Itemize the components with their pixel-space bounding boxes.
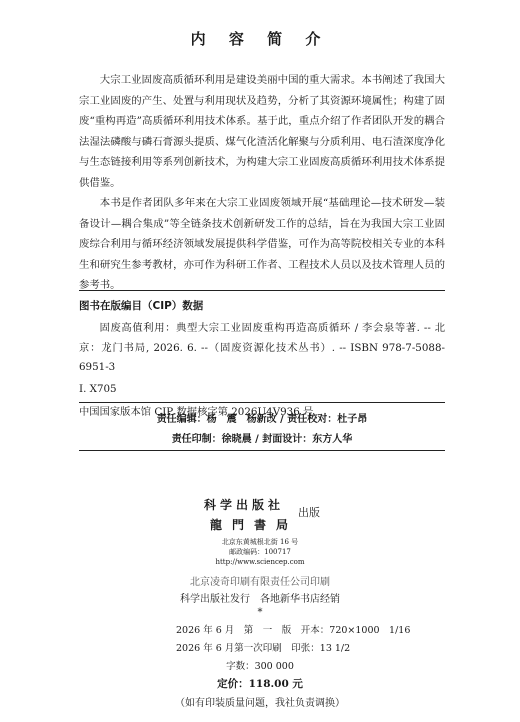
- quality-note: （如有印装质量问题，我社负责调换）: [175, 698, 345, 709]
- distribution-line: 科学出版社发行 各地新华书店经销: [180, 594, 340, 605]
- publisher-address: 北京东黄城根北街 16 号: [221, 538, 299, 546]
- printer-name: 北京凌奇印刷有限责任公司印刷: [190, 577, 330, 588]
- edition-line: 2026 年 6 月 第 一 版 开本：720×1000 1/16: [176, 625, 411, 636]
- printing-line: 2026 年 6 月第一次印刷 印张：13 1/2: [176, 643, 351, 654]
- cip-heading: 图书在版编目（CIP）数据: [79, 300, 204, 312]
- cip-record: 固废高值利用：典型大宗工业固废重构再造高质循环 / 李会泉等著. -- 北京：龙门书局, 2026. 6. --（固废资源化技术丛书）. -- ISBN 978-7-5088-6951-3: [79, 322, 445, 373]
- publisher-suffix: 出版: [298, 506, 320, 519]
- separator-star: *: [257, 607, 263, 618]
- cip-block: [79, 290, 445, 418]
- summary-paragraph-2: 本书是作者团队多年来在大宗工业固废领域开展“基础理论—技术研发—装备设计—耦合集成”等全链条技术创新研发工作的总结，旨在为我国大宗工业固废综合利用与循环经济领域发展提供科学借鉴，可作为高等院校相关专业的本科生和研究生参考教材，亦可作为科研工作者、工程技术人员以及技术管理人员的参考书。: [79, 197, 445, 291]
- price: 定价：118.00 元: [217, 678, 303, 690]
- publisher-logo-science-press: 科学出版社: [204, 498, 285, 512]
- summary-paragraph-1: 大宗工业固废高质循环利用是建设美丽中国的重大需求。本书阐述了我国大宗工业固废的产生、处置与利用现状及趋势，分析了其资源环境属性；构建了固废“重构再造”高质循环利用技术体系。基于此，重点介绍了作者团队开发的耦合法湿法磷酸与磷石膏源头提质、煤气化渣活化解聚与分质利用、电石渣深度净化与生态链接利用等系列创新技术，为构建大宗工业固废高质循环利用技术体系提供借鉴。: [79, 74, 445, 189]
- publisher-postcode: 邮政编码：100717: [229, 548, 291, 556]
- publisher-website: http://www.sciencep.com: [215, 558, 305, 566]
- word-count: 字数：300 000: [226, 661, 294, 672]
- publisher-logo-longmen: 龍門書局: [210, 518, 299, 532]
- divider-top: [79, 402, 445, 403]
- divider-bottom: [79, 450, 445, 451]
- printing-credits: 责任印制：徐晓晨 / 封面设计：东方人华: [171, 434, 353, 445]
- page-title: 内 容 简 介: [190, 30, 330, 48]
- content-summary: [79, 70, 445, 296]
- editor-credits: 责任编辑：杨 震 杨新改 / 责任校对：杜子昂: [156, 414, 368, 425]
- cip-classification: Ⅰ. X705: [79, 382, 117, 395]
- cip-library-number: 中国国家版本馆 CIP 数据核字第 2026U4V936 号: [79, 405, 314, 418]
